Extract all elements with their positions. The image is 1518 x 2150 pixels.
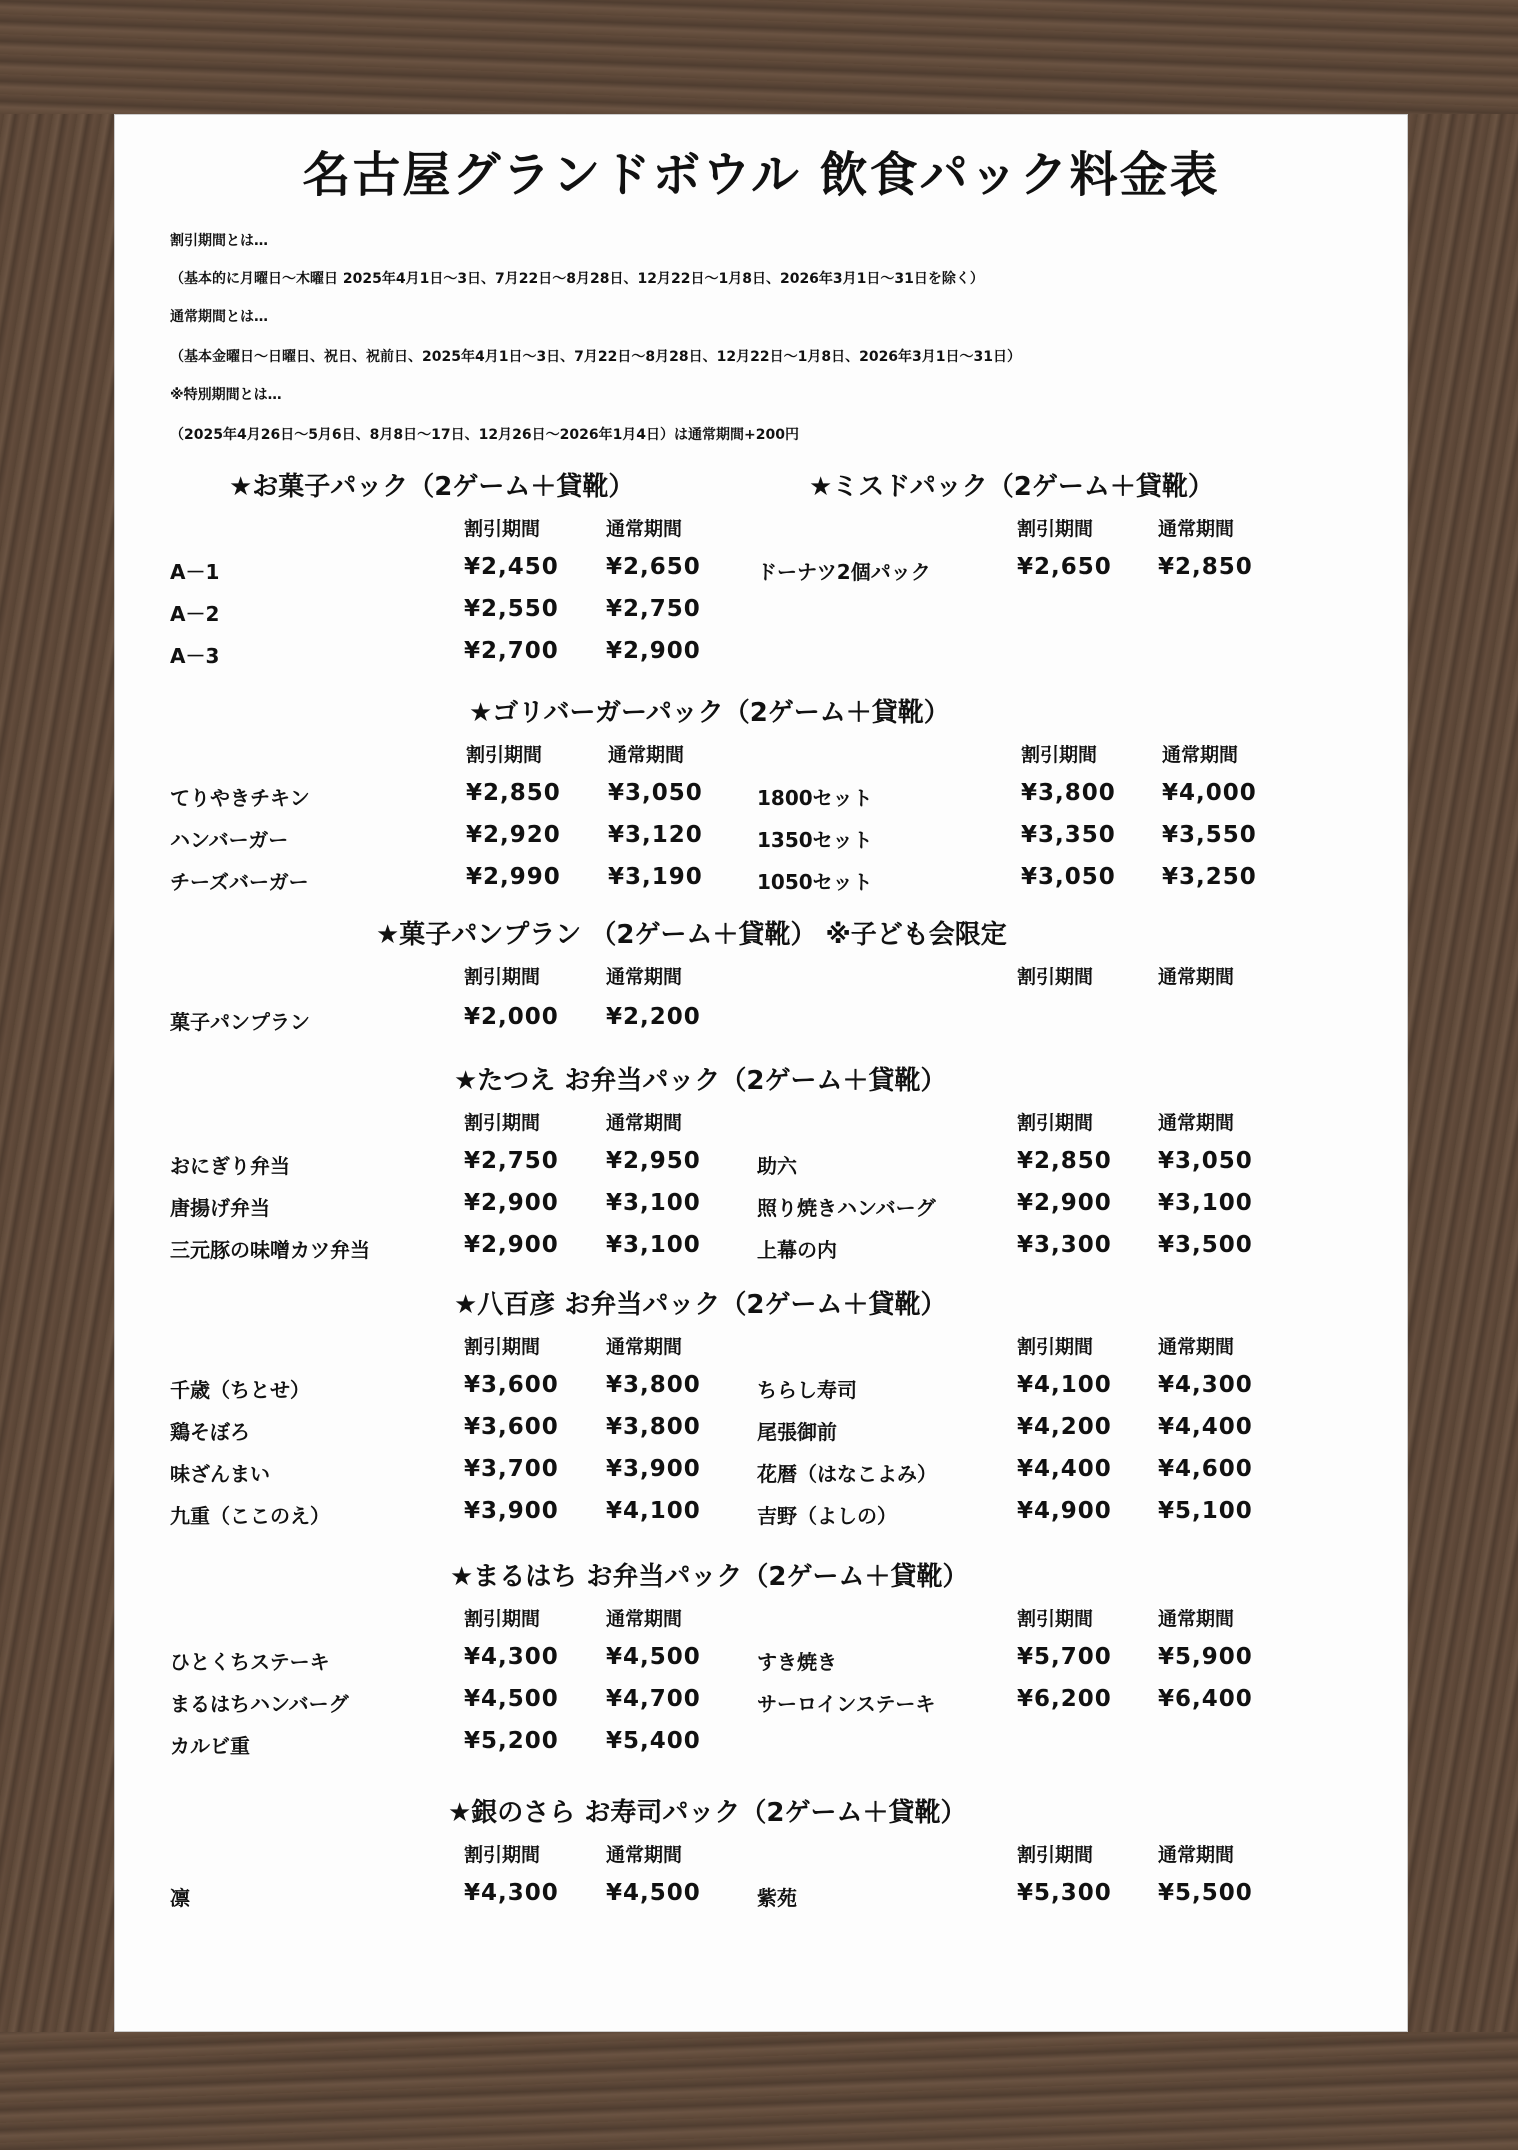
item-name: 味ざんまい [170, 1462, 270, 1486]
item-name: 菓子パンプラン [170, 1010, 310, 1034]
item-name: A－1 [170, 560, 220, 584]
price-normal: ¥2,200 [606, 1004, 701, 1030]
item-name: ひとくちステーキ [170, 1650, 330, 1674]
item-name: 千歳（ちとせ） [170, 1378, 310, 1402]
item-name: カルビ重 [170, 1734, 250, 1758]
item-name: 吉野（よしの） [757, 1504, 897, 1528]
section-title-misdo: ★ミスドパック（2ゲーム＋貸靴） [809, 472, 1214, 502]
price-normal: ¥2,950 [606, 1148, 701, 1174]
column-header-discount: 割引期間 [1017, 1336, 1094, 1358]
item-name: おにぎり弁当 [170, 1154, 290, 1178]
note-normal-detail: （基本金曜日～日曜日、祝日、祝前日、2025年4月1日～3日、7月22日～8月28日、12月22日～1月8日、2026年3月1日～31日） [170, 349, 1022, 365]
column-header-normal: 通常期間 [1158, 518, 1235, 540]
note-discount-detail: （基本的に月曜日～木曜日 2025年4月1日～3日、7月22日～8月28日、12月22日～1月8日、2026年3月1日～31日を除く） [170, 271, 984, 287]
item-name: 花暦（はなこよみ） [757, 1462, 937, 1486]
price-normal: ¥4,500 [606, 1644, 701, 1670]
price-normal: ¥3,900 [606, 1456, 701, 1482]
wood-frame-top [0, 0, 1518, 114]
price-discount: ¥3,800 [1021, 780, 1116, 806]
item-name: チーズバーガー [170, 870, 309, 894]
price-discount: ¥3,700 [464, 1456, 559, 1482]
item-name: サーロインステーキ [757, 1692, 936, 1716]
section-title-kashipan: ★菓子パンプラン （2ゲーム＋貸靴） ※子ども会限定 [376, 920, 1007, 950]
price-discount: ¥3,300 [1017, 1232, 1112, 1258]
price-discount: ¥4,200 [1017, 1414, 1112, 1440]
item-name: 九重（ここのえ） [170, 1504, 330, 1528]
price-normal: ¥5,900 [1158, 1644, 1253, 1670]
item-name: まるはちハンバーグ [170, 1692, 349, 1716]
item-name: 照り焼きハンバーグ [757, 1196, 936, 1220]
column-header-normal: 通常期間 [606, 1844, 683, 1866]
price-normal: ¥3,100 [1158, 1190, 1253, 1216]
column-header-discount: 割引期間 [466, 744, 543, 766]
price-discount: ¥2,900 [464, 1190, 559, 1216]
price-normal: ¥3,190 [608, 864, 703, 890]
price-normal: ¥3,050 [1158, 1148, 1253, 1174]
price-normal: ¥3,550 [1162, 822, 1257, 848]
item-name: 三元豚の味噌カツ弁当 [170, 1238, 370, 1262]
item-name: 鶏そぼろ [170, 1420, 250, 1444]
price-normal: ¥2,900 [606, 638, 701, 664]
price-discount: ¥2,700 [464, 638, 559, 664]
price-normal: ¥2,650 [606, 554, 701, 580]
price-discount: ¥2,000 [464, 1004, 559, 1030]
column-header-discount: 割引期間 [1017, 966, 1094, 988]
price-discount: ¥4,400 [1017, 1456, 1112, 1482]
price-normal: ¥2,750 [606, 596, 701, 622]
price-discount: ¥2,920 [466, 822, 561, 848]
column-header-discount: 割引期間 [464, 1336, 541, 1358]
section-title-ginnosara: ★銀のさら お寿司パック（2ゲーム＋貸靴） [448, 1798, 967, 1828]
section-title-gori: ★ゴリバーガーパック（2ゲーム＋貸靴） [469, 698, 950, 728]
column-header-normal: 通常期間 [1158, 1336, 1235, 1358]
price-discount: ¥2,750 [464, 1148, 559, 1174]
column-header-normal: 通常期間 [1158, 966, 1235, 988]
price-discount: ¥2,550 [464, 596, 559, 622]
price-normal: ¥5,500 [1158, 1880, 1253, 1906]
price-discount: ¥3,050 [1021, 864, 1116, 890]
column-header-normal: 通常期間 [606, 518, 683, 540]
item-name: A－2 [170, 602, 220, 626]
price-discount: ¥3,900 [464, 1498, 559, 1524]
section-title-okashi: ★お菓子パック（2ゲーム＋貸靴） [229, 472, 635, 502]
price-discount: ¥2,850 [1017, 1148, 1112, 1174]
item-name: すき焼き [757, 1650, 837, 1674]
section-title-maruhachi: ★まるはち お弁当パック（2ゲーム＋貸靴） [450, 1562, 969, 1592]
item-name: 凛 [170, 1886, 190, 1910]
section-title-yaohiko: ★八百彦 お弁当パック（2ゲーム＋貸靴） [454, 1290, 947, 1320]
column-header-discount: 割引期間 [1017, 1608, 1094, 1630]
price-normal: ¥4,700 [606, 1686, 701, 1712]
price-discount: ¥2,650 [1017, 554, 1112, 580]
column-header-discount: 割引期間 [1017, 518, 1094, 540]
price-sheet [114, 114, 1408, 2032]
item-name: 上幕の内 [757, 1238, 837, 1262]
section-title-tatsue: ★たつえ お弁当パック（2ゲーム＋貸靴） [454, 1066, 947, 1096]
item-name: 尾張御前 [757, 1420, 837, 1444]
price-normal: ¥3,120 [608, 822, 703, 848]
price-normal: ¥5,100 [1158, 1498, 1253, 1524]
page-title: 名古屋グランドボウル 飲食パック料金表 [302, 147, 1220, 203]
price-discount: ¥5,700 [1017, 1644, 1112, 1670]
price-discount: ¥4,500 [464, 1686, 559, 1712]
item-name: 助六 [757, 1154, 797, 1178]
item-name: 1350セット [757, 828, 873, 852]
note-discount-heading: 割引期間とは… [170, 233, 268, 249]
column-header-normal: 通常期間 [1162, 744, 1239, 766]
column-header-normal: 通常期間 [606, 1336, 683, 1358]
price-discount: ¥4,100 [1017, 1372, 1112, 1398]
column-header-discount: 割引期間 [464, 1608, 541, 1630]
column-header-normal: 通常期間 [1158, 1844, 1235, 1866]
price-normal: ¥3,050 [608, 780, 703, 806]
column-header-normal: 通常期間 [606, 966, 683, 988]
price-discount: ¥2,900 [464, 1232, 559, 1258]
item-name: 1800セット [757, 786, 873, 810]
price-discount: ¥4,300 [464, 1644, 559, 1670]
item-name: ちらし寿司 [757, 1378, 857, 1402]
note-special-detail: （2025年4月26日～5月6日、8月8日～17日、12月26日～2026年1月4日）は通常期間+200円 [170, 427, 800, 443]
price-normal: ¥3,100 [606, 1232, 701, 1258]
price-normal: ¥4,100 [606, 1498, 701, 1524]
column-header-discount: 割引期間 [464, 1844, 541, 1866]
price-normal: ¥4,000 [1162, 780, 1257, 806]
price-normal: ¥3,250 [1162, 864, 1257, 890]
price-discount: ¥3,600 [464, 1414, 559, 1440]
price-normal: ¥3,800 [606, 1372, 701, 1398]
price-normal: ¥4,300 [1158, 1372, 1253, 1398]
item-name: 唐揚げ弁当 [170, 1196, 270, 1220]
price-discount: ¥6,200 [1017, 1686, 1112, 1712]
item-name: A－3 [170, 644, 220, 668]
column-header-discount: 割引期間 [464, 518, 541, 540]
note-normal-heading: 通常期間とは… [170, 309, 268, 325]
price-discount: ¥2,990 [466, 864, 561, 890]
price-discount: ¥2,850 [466, 780, 561, 806]
column-header-discount: 割引期間 [1021, 744, 1098, 766]
price-normal: ¥5,400 [606, 1728, 701, 1754]
price-discount: ¥3,350 [1021, 822, 1116, 848]
column-header-normal: 通常期間 [608, 744, 685, 766]
price-normal: ¥3,500 [1158, 1232, 1253, 1258]
item-name: ドーナツ2個パック [757, 560, 931, 584]
price-discount: ¥5,200 [464, 1728, 559, 1754]
price-normal: ¥4,500 [606, 1880, 701, 1906]
item-name: 紫苑 [757, 1886, 797, 1910]
item-name: ハンバーガー [170, 828, 289, 852]
price-discount: ¥4,300 [464, 1880, 559, 1906]
price-discount: ¥4,900 [1017, 1498, 1112, 1524]
price-normal: ¥4,600 [1158, 1456, 1253, 1482]
price-normal: ¥6,400 [1158, 1686, 1253, 1712]
price-discount: ¥2,900 [1017, 1190, 1112, 1216]
price-normal: ¥2,850 [1158, 554, 1253, 580]
price-discount: ¥3,600 [464, 1372, 559, 1398]
column-header-normal: 通常期間 [1158, 1112, 1235, 1134]
column-header-normal: 通常期間 [606, 1608, 683, 1630]
item-name: てりやきチキン [170, 786, 310, 810]
price-discount: ¥5,300 [1017, 1880, 1112, 1906]
wood-frame-bottom [0, 2032, 1518, 2150]
column-header-discount: 割引期間 [1017, 1112, 1094, 1134]
price-normal: ¥3,800 [606, 1414, 701, 1440]
note-special-heading: ※特別期間とは… [170, 387, 282, 403]
column-header-discount: 割引期間 [1017, 1844, 1094, 1866]
item-name: 1050セット [757, 870, 873, 894]
price-discount: ¥2,450 [464, 554, 559, 580]
price-normal: ¥3,100 [606, 1190, 701, 1216]
column-header-discount: 割引期間 [464, 966, 541, 988]
column-header-normal: 通常期間 [1158, 1608, 1235, 1630]
column-header-normal: 通常期間 [606, 1112, 683, 1134]
column-header-discount: 割引期間 [464, 1112, 541, 1134]
price-normal: ¥4,400 [1158, 1414, 1253, 1440]
